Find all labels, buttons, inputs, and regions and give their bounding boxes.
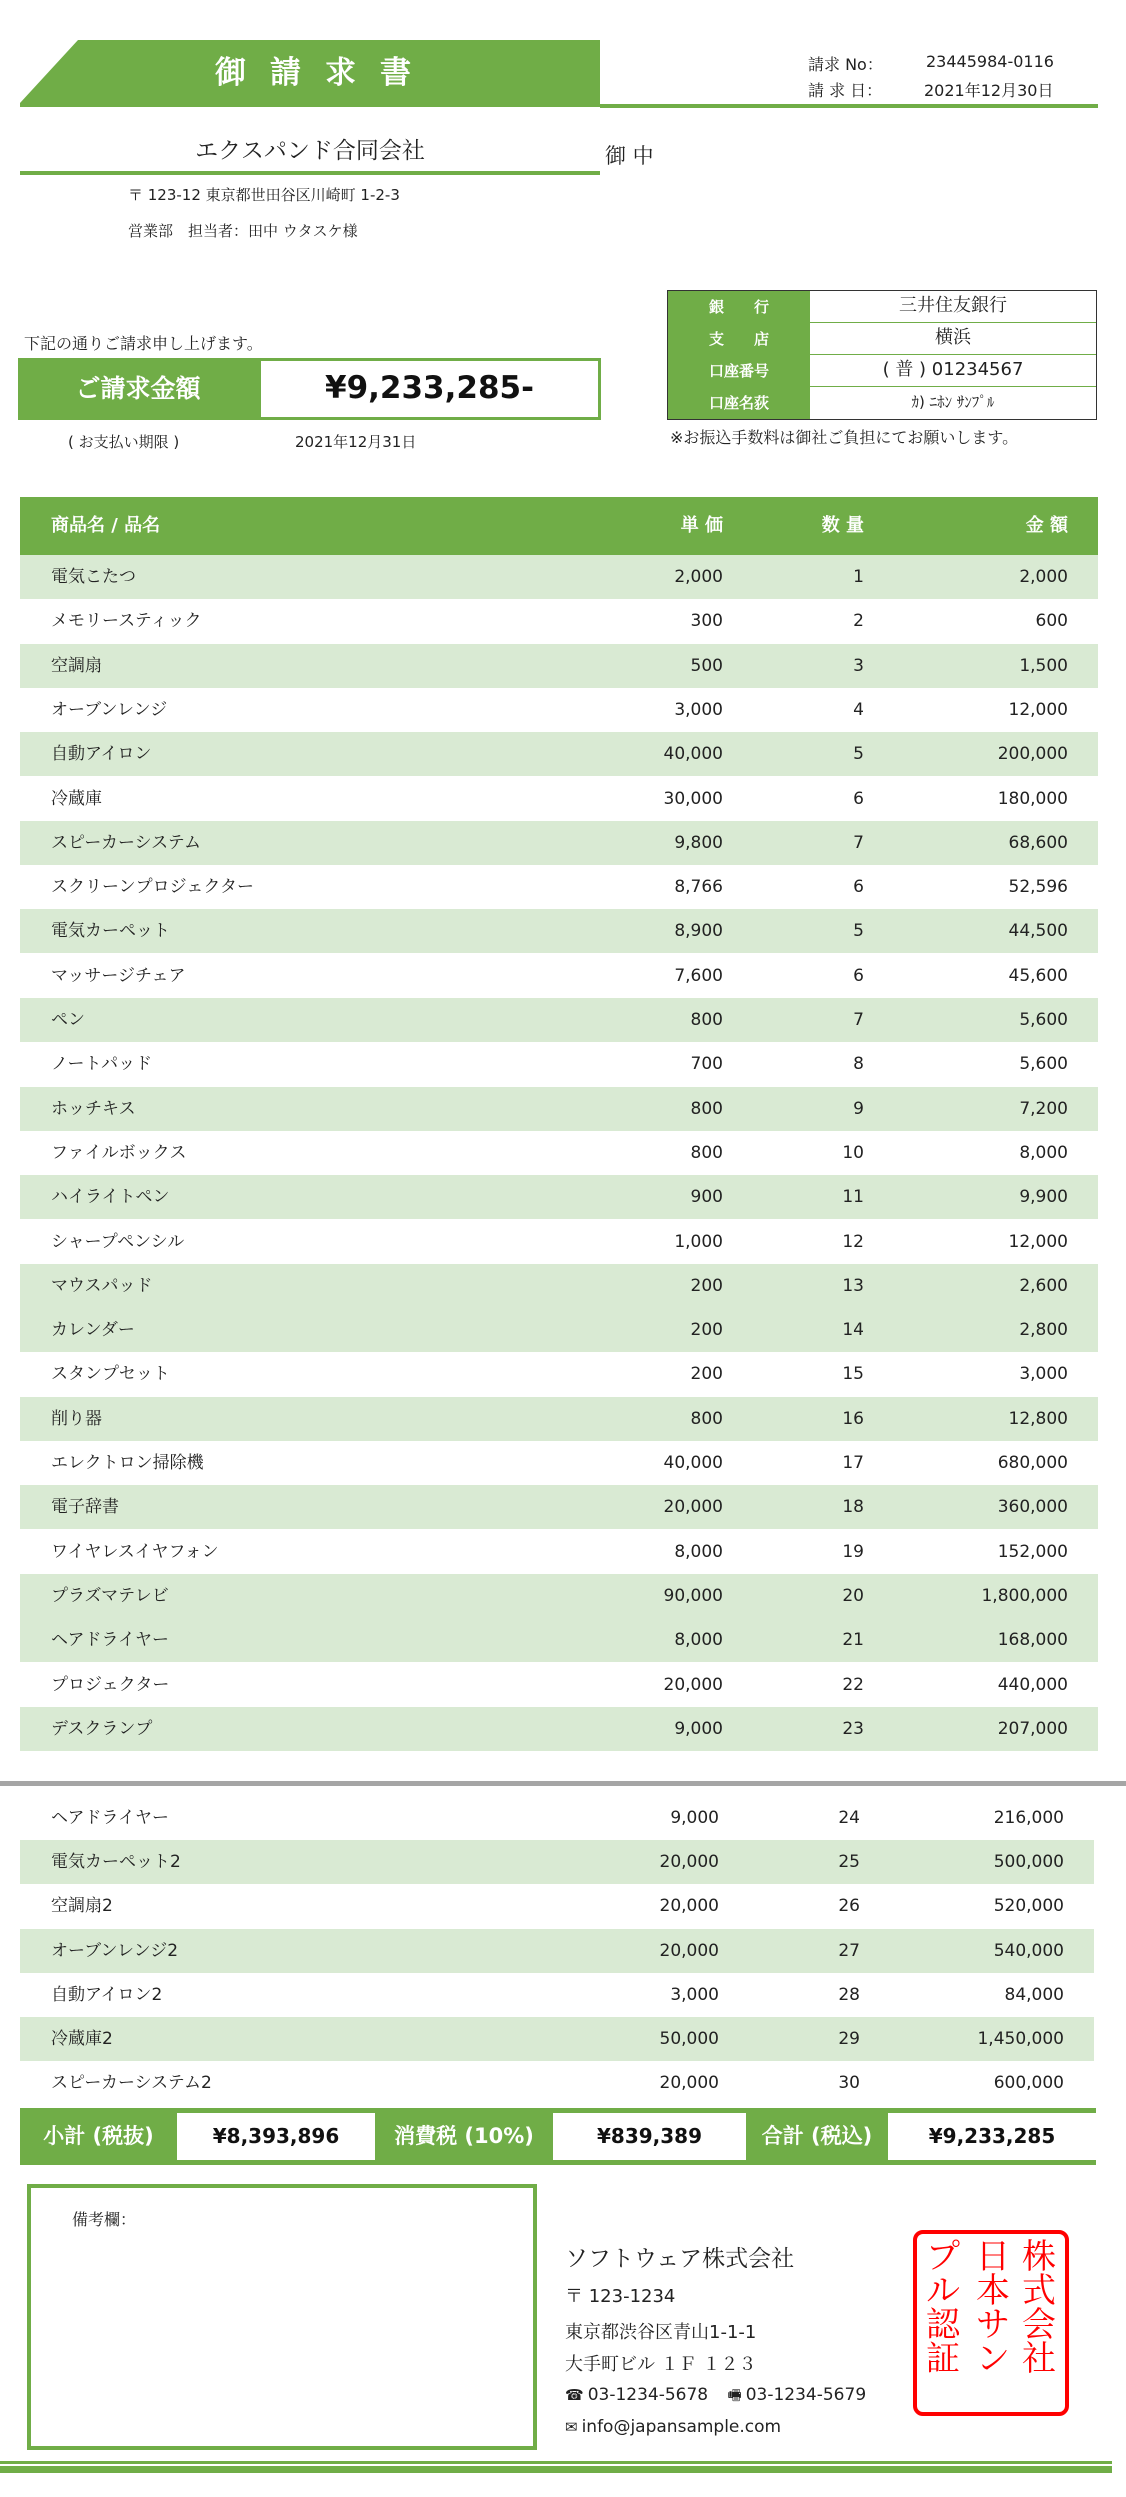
item-amount: 600,000 — [993, 2073, 1064, 2093]
item-name: オーブンレンジ — [51, 700, 168, 720]
item-amount: 200,000 — [997, 744, 1068, 764]
tax-value: ¥839,389 — [553, 2113, 746, 2160]
table-row — [20, 1485, 1098, 1529]
item-name: スピーカーシステム — [51, 833, 201, 853]
item-unit-price: 8,000 — [674, 1542, 723, 1562]
table-row — [20, 1308, 1098, 1352]
item-amount: 2,600 — [1019, 1276, 1068, 1296]
item-quantity: 16 — [842, 1409, 864, 1429]
email-address: info@japansample.com — [581, 2417, 782, 2437]
item-amount: 68,600 — [1008, 833, 1068, 853]
subtotal-value: ¥8,393,896 — [177, 2113, 375, 2160]
item-amount: 45,600 — [1008, 966, 1068, 986]
item-name: ホッチキス — [51, 1099, 136, 1119]
bank-key: 口座名荻 — [668, 387, 810, 419]
item-quantity: 19 — [842, 1542, 864, 1562]
item-quantity: 18 — [842, 1497, 864, 1517]
totals-bar — [20, 2108, 1096, 2165]
item-amount: 500,000 — [993, 1852, 1064, 1872]
item-unit-price: 200 — [690, 1276, 723, 1296]
item-amount: 84,000 — [1004, 1985, 1064, 2005]
due-date-label: ( お支払い期限 ) — [68, 433, 180, 451]
fax-number: 03-1234-5679 — [745, 2385, 867, 2405]
item-amount: 680,000 — [997, 1453, 1068, 1473]
table-row — [20, 1796, 1094, 1840]
item-unit-price: 20,000 — [663, 1675, 723, 1695]
item-unit-price: 3,000 — [670, 1985, 719, 2005]
bank-value: 三井住友銀行 — [810, 291, 1096, 323]
issuer-address-line2: 大手町ビル １Ｆ １２３ — [565, 2354, 757, 2375]
item-quantity: 9 — [853, 1099, 864, 1119]
item-unit-price: 900 — [690, 1187, 723, 1207]
table-row — [20, 909, 1098, 953]
honorific: 御 中 — [605, 144, 654, 168]
bank-fee-note: ※お振込手数料は御社ご負担にてお願いします。 — [670, 428, 1019, 447]
table-row — [20, 1840, 1094, 1884]
item-name: スクリーンプロジェクター — [51, 877, 254, 897]
item-name: 電気カーペット2 — [51, 1852, 181, 1872]
item-name: オーブンレンジ2 — [51, 1941, 179, 1961]
header-qty: 数 量 — [821, 515, 864, 536]
table-row — [20, 1264, 1098, 1308]
item-quantity: 11 — [842, 1187, 864, 1207]
table-row — [20, 555, 1098, 599]
item-quantity: 25 — [838, 1852, 860, 1872]
item-name: 自動アイロン — [51, 744, 152, 764]
table-row — [20, 644, 1098, 688]
item-name: ヘアドライヤー — [51, 1630, 169, 1650]
item-unit-price: 9,800 — [674, 833, 723, 853]
issuer-address-line1: 東京都渋谷区青山1-1-1 — [565, 2322, 757, 2343]
seal-column-2 — [969, 2237, 1017, 2379]
item-unit-price: 3,000 — [674, 700, 723, 720]
invoice-no-label: 請求 No： — [808, 55, 883, 74]
item-unit-price: 30,000 — [663, 789, 723, 809]
item-amount: 1,450,000 — [977, 2029, 1064, 2049]
item-amount: 520,000 — [993, 1896, 1064, 1916]
item-amount: 180,000 — [997, 789, 1068, 809]
seal-character: ル — [926, 2271, 960, 2311]
item-unit-price: 20,000 — [659, 2073, 719, 2093]
item-name: 冷蔵庫2 — [51, 2029, 113, 2049]
item-quantity: 5 — [853, 921, 864, 941]
invoice-no-value: 23445984-0116 — [926, 52, 1054, 71]
table-row — [20, 1618, 1098, 1662]
item-unit-price: 8,900 — [674, 921, 723, 941]
item-name: 電子辞書 — [51, 1497, 119, 1517]
item-unit-price: 800 — [690, 1143, 723, 1163]
item-unit-price: 20,000 — [659, 1852, 719, 1872]
table-row — [20, 2061, 1094, 2105]
item-name: 空調扇 — [51, 656, 102, 676]
item-quantity: 30 — [838, 2073, 860, 2093]
item-amount: 8,000 — [1019, 1143, 1068, 1163]
item-quantity: 21 — [842, 1630, 864, 1650]
table-row — [20, 1042, 1098, 1086]
item-unit-price: 800 — [690, 1010, 723, 1030]
item-quantity: 28 — [838, 1985, 860, 2005]
item-name: 削り器 — [51, 1409, 102, 1429]
item-amount: 5,600 — [1019, 1010, 1068, 1030]
customer-contact: 営業部 担当者：田中 ウタスケ様 — [128, 222, 358, 240]
document-title: 御請求書 — [215, 55, 435, 91]
item-quantity: 4 — [853, 700, 864, 720]
seal-character: 本 — [976, 2271, 1010, 2311]
subtotal-label: 小計 (税抜) — [43, 2124, 154, 2148]
table-row — [20, 1574, 1098, 1618]
bank-row-branch — [668, 323, 1096, 355]
item-quantity: 8 — [853, 1054, 864, 1074]
company-seal-stamp — [913, 2230, 1069, 2416]
seal-character: プ — [926, 2237, 960, 2277]
item-unit-price: 300 — [690, 611, 723, 631]
item-amount: 168,000 — [997, 1630, 1068, 1650]
page-break-divider — [0, 1781, 1126, 1786]
item-name: ノートパッド — [51, 1054, 153, 1074]
item-name: ファイルボックス — [51, 1143, 187, 1163]
item-unit-price: 1,000 — [674, 1232, 723, 1252]
item-name: マッサージチェア — [51, 966, 186, 986]
bank-key: 口座番号 — [668, 355, 810, 387]
item-quantity: 24 — [838, 1808, 860, 1828]
item-amount: 52,596 — [1008, 877, 1068, 897]
item-name: マウスパッド — [51, 1276, 153, 1296]
billing-amount-label: ご請求金額 — [18, 358, 258, 420]
item-unit-price: 20,000 — [659, 1941, 719, 1961]
fax-icon: 🖷 — [727, 2386, 742, 2404]
item-unit-price: 7,600 — [674, 966, 723, 986]
intro-text: 下記の通りご請求申し上げます。 — [24, 334, 263, 353]
item-name: 電気カーペット — [51, 921, 170, 941]
item-amount: 2,800 — [1019, 1320, 1068, 1340]
item-quantity: 23 — [842, 1719, 864, 1739]
seal-character: 日 — [976, 2237, 1010, 2277]
item-amount: 1,800,000 — [981, 1586, 1068, 1606]
table-row — [20, 821, 1098, 865]
item-unit-price: 700 — [690, 1054, 723, 1074]
item-amount: 1,500 — [1019, 656, 1068, 676]
table-row — [20, 865, 1098, 909]
item-quantity: 7 — [853, 833, 864, 853]
item-name: ハイライトペン — [51, 1187, 170, 1207]
remarks-label: 備考欄： — [72, 2210, 137, 2229]
item-quantity: 27 — [838, 1941, 860, 1961]
table-row — [20, 777, 1098, 821]
item-unit-price: 800 — [690, 1099, 723, 1119]
bank-row-bank — [668, 291, 1096, 323]
item-quantity: 29 — [838, 2029, 860, 2049]
issuer-postal: 〒 123-1234 — [565, 2286, 676, 2307]
item-unit-price: 200 — [690, 1320, 723, 1340]
bank-info-table — [667, 290, 1097, 420]
item-amount: 9,900 — [1019, 1187, 1068, 1207]
table-row — [20, 1175, 1098, 1219]
item-unit-price: 9,000 — [670, 1808, 719, 1828]
bank-row-account-name — [668, 387, 1096, 419]
table-row — [20, 1707, 1098, 1751]
tax-label: 消費税 (10%) — [394, 2124, 534, 2148]
item-amount: 12,000 — [1008, 1232, 1068, 1252]
item-name: スピーカーシステム2 — [51, 2073, 212, 2093]
item-quantity: 26 — [838, 1896, 860, 1916]
table-row — [20, 1884, 1094, 1928]
total-label: 合計 (税込) — [761, 2124, 873, 2148]
table-row — [20, 732, 1098, 776]
table-row — [20, 1220, 1098, 1264]
bank-key: 支 店 — [668, 323, 810, 355]
item-name: 自動アイロン2 — [51, 1985, 163, 2005]
item-unit-price: 2,000 — [674, 567, 723, 587]
issuer-name: ソフトウェア株式会社 — [565, 2246, 795, 2272]
header-amount: 金 額 — [1025, 515, 1068, 536]
customer-name: エクスパンド合同会社 — [195, 138, 425, 164]
item-quantity: 6 — [853, 966, 864, 986]
table-row — [20, 1663, 1098, 1707]
table-row — [20, 1087, 1098, 1131]
item-quantity: 1 — [853, 567, 864, 587]
table-row — [20, 1131, 1098, 1175]
table-row — [20, 1441, 1098, 1485]
item-quantity: 3 — [853, 656, 864, 676]
item-unit-price: 8,766 — [674, 877, 723, 897]
item-unit-price: 20,000 — [663, 1497, 723, 1517]
item-name: プロジェクター — [51, 1675, 170, 1695]
item-name: デスクランプ — [51, 1719, 153, 1739]
item-amount: 12,800 — [1008, 1409, 1068, 1429]
item-quantity: 20 — [842, 1586, 864, 1606]
footer-rule-thick — [0, 2466, 1112, 2473]
item-quantity: 17 — [842, 1453, 864, 1473]
item-unit-price: 200 — [690, 1364, 723, 1384]
item-quantity: 10 — [842, 1143, 864, 1163]
item-name: ペン — [51, 1010, 85, 1030]
seal-character: 認 — [926, 2305, 960, 2345]
item-unit-price: 50,000 — [659, 2029, 719, 2049]
bank-value: 横浜 — [810, 323, 1096, 355]
due-date-value: 2021年12月31日 — [295, 433, 417, 451]
seal-character: ン — [976, 2339, 1010, 2379]
seal-column-1 — [1015, 2237, 1063, 2379]
item-quantity: 6 — [853, 789, 864, 809]
item-quantity: 13 — [842, 1276, 864, 1296]
item-quantity: 14 — [842, 1320, 864, 1340]
seal-column-3 — [919, 2237, 967, 2379]
item-amount: 3,000 — [1019, 1364, 1068, 1384]
table-row — [20, 599, 1098, 643]
item-quantity: 6 — [853, 877, 864, 897]
item-unit-price: 500 — [690, 656, 723, 676]
seal-character: 株 — [1022, 2237, 1056, 2277]
item-name: 冷蔵庫 — [51, 789, 102, 809]
seal-character: 会 — [1022, 2305, 1056, 2345]
seal-character: 式 — [1022, 2271, 1056, 2311]
issuer-email-line — [565, 2417, 781, 2437]
item-unit-price: 9,000 — [674, 1719, 723, 1739]
item-name: カレンダー — [51, 1320, 135, 1340]
table-row — [20, 1352, 1098, 1396]
item-amount: 540,000 — [993, 1941, 1064, 1961]
item-amount: 7,200 — [1019, 1099, 1068, 1119]
item-quantity: 2 — [853, 611, 864, 631]
telephone-icon: ☎ — [565, 2386, 584, 2404]
item-unit-price: 90,000 — [663, 1586, 723, 1606]
item-quantity: 5 — [853, 744, 864, 764]
item-amount: 360,000 — [997, 1497, 1068, 1517]
item-quantity: 12 — [842, 1232, 864, 1252]
item-name: ヘアドライヤー — [51, 1808, 169, 1828]
item-quantity: 22 — [842, 1675, 864, 1695]
item-name: 空調扇2 — [51, 1896, 113, 1916]
item-unit-price: 800 — [690, 1409, 723, 1429]
item-name: スタンプセット — [51, 1364, 170, 1384]
bank-value: ( 普 ) 01234567 — [810, 355, 1096, 387]
billing-amount-value: ¥9,233,285- — [258, 358, 601, 420]
table-row — [20, 998, 1098, 1042]
item-amount: 600 — [1035, 611, 1068, 631]
table-row — [20, 688, 1098, 732]
seal-character: 社 — [1022, 2339, 1056, 2379]
seal-character: 証 — [926, 2339, 960, 2379]
item-name: ワイヤレスイヤフォン — [51, 1542, 219, 1562]
table-row — [20, 1929, 1094, 1973]
item-amount: 44,500 — [1008, 921, 1068, 941]
item-amount: 12,000 — [1008, 700, 1068, 720]
item-quantity: 7 — [853, 1010, 864, 1030]
item-unit-price: 20,000 — [659, 1896, 719, 1916]
envelope-icon: ✉ — [565, 2418, 578, 2436]
item-unit-price: 8,000 — [674, 1630, 723, 1650]
item-name: エレクトロン掃除機 — [51, 1453, 204, 1473]
item-amount: 2,000 — [1019, 567, 1068, 587]
item-name: メモリースティック — [51, 611, 202, 631]
invoice-date-value: 2021年12月30日 — [924, 81, 1054, 100]
item-name: プラズマテレビ — [51, 1586, 169, 1606]
invoice-date-label: 請 求 日： — [808, 81, 883, 100]
issuer-phone-fax — [565, 2385, 866, 2410]
item-amount: 207,000 — [997, 1719, 1068, 1739]
bank-row-account-number — [668, 355, 1096, 387]
total-value: ¥9,233,285 — [888, 2113, 1096, 2160]
customer-address: 〒 123-12 東京都世田谷区川崎町 1-2-3 — [128, 186, 400, 204]
table-row — [20, 2017, 1094, 2061]
seal-character: サ — [976, 2305, 1010, 2345]
item-amount: 216,000 — [993, 1808, 1064, 1828]
table-row — [20, 954, 1098, 998]
item-unit-price: 40,000 — [663, 1453, 723, 1473]
item-amount: 5,600 — [1019, 1054, 1068, 1074]
item-unit-price: 40,000 — [663, 744, 723, 764]
item-name: 電気こたつ — [51, 567, 136, 587]
item-name: シャープペンシル — [51, 1232, 185, 1252]
phone-number: 03-1234-5678 — [587, 2385, 709, 2405]
header-name: 商品名 / 品名 — [51, 515, 161, 536]
table-row — [20, 1530, 1098, 1574]
table-row — [20, 1397, 1098, 1441]
table-row — [20, 1973, 1094, 2017]
customer-underline — [20, 171, 600, 175]
item-amount: 152,000 — [997, 1542, 1068, 1562]
items-table-header — [20, 497, 1098, 555]
bank-value: ｶ) ﾆﾎﾝ ｻﾝﾌﾟﾙ — [911, 393, 995, 411]
header-price: 単 価 — [680, 515, 723, 536]
footer-rule-thin — [0, 2461, 1112, 2464]
bank-key: 銀 行 — [668, 291, 810, 323]
item-amount: 440,000 — [997, 1675, 1068, 1695]
item-quantity: 15 — [842, 1364, 864, 1384]
header-underline — [600, 104, 1098, 108]
